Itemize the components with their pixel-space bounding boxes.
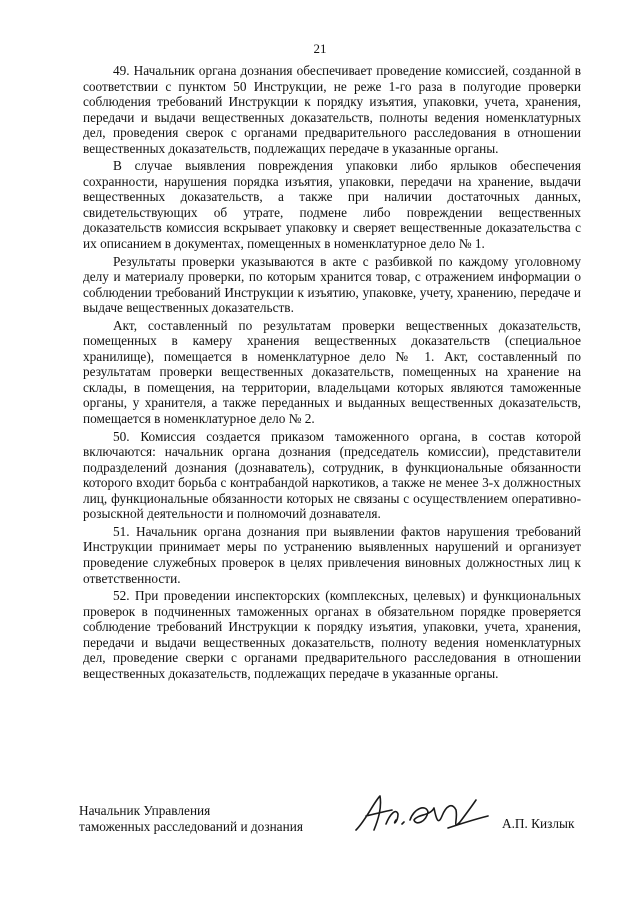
- paragraph-50: 50. Комиссия создается приказом таможенного органа, в состав которой включаются: начальник органа дознания (председатель комиссии), представители подразделений дознания (дознаватель), сотрудник, в функциональные обязанности которого входит борьба с контрабандой наркотиков, а также не менее 3-х должностных лиц, функциональные обязанности которых не связаны с осуществлением оперативно-розыскной деятельности и полномочий дознавателя.: [83, 428, 581, 522]
- paragraph-51: 51. Начальник органа дознания при выявлении фактов нарушения требований Инструкции принимает меры по устранению выявленных нарушений и организует проведение служебных проверок в целях привлечения виновных должностных лиц к ответственности.: [83, 523, 581, 586]
- paragraph-49-damage: В случае выявления повреждения упаковки либо ярлыков обеспечения сохранности, нарушения порядка изъятия, упаковки, передачи на хранение, выдачи вещественных доказательств, а также при наличии достаточных данных, свидетельствующих об утрате, подмене либо повреждении вещественных доказательств комиссия вскрывает упаковку и сверяет вещественные доказательства с их описанием в документах, помещенных в номенклатурное дело № 1.: [83, 158, 581, 252]
- document-body: [83, 63, 581, 683]
- paragraph-52: 52. При проведении инспекторских (комплексных, целевых) и функциональных проверок в подчиненных таможенных органах в обязательном порядке проверяется соблюдение требований Инструкции к порядку изъятия, упаковки, учета, хранения, передачи и выдачи вещественных доказательств, полноту ведения номенклатурных дел, проведение сверки с органами предварительного расследования в отношении вещественных доказательств, подлежащих передаче в указанные органы.: [83, 588, 581, 681]
- page-number: 21: [313, 41, 327, 56]
- paragraph-49-act: Акт, составленный по результатам проверки вещественных доказательств, помещенных в камеру хранения вещественных доказательств (специальное хранилище), помещается в номенклатурное дело № 1. Акт, составленный по результатам проверки вещественных доказательств, помещенных на хранение на склады, в помещения, на территории, владельцами которых являются таможенные органы, у хранителя, а также переданных и выданных вещественных доказательств, помещается в номенклатурное дело № 2.: [83, 317, 581, 427]
- paragraph-49: 49. Начальник органа дознания обеспечивает проведение комиссией, созданной в соответствии с пунктом 50 Инструкции, не реже 1-го раза в полугодие проверки соблюдения требований Инструкции к порядку изъятия, упаковки, учета, хранения, передачи и выдачи вещественных доказательств, полноты ведения номенклатурных дел, проведения сверок с органами предварительного расследования в отношении вещественных доказательств, подлежащих передаче в указанные органы.: [83, 63, 581, 156]
- handwritten-signature: [352, 790, 492, 838]
- signatory-title-line1: Начальник Управления: [79, 803, 211, 818]
- signatory-title-line2: таможенных расследований и дознания: [79, 818, 303, 834]
- signatory-name: А.П. Кизлык: [502, 816, 575, 831]
- paragraph-49-results: Результаты проверки указываются в акте с разбивкой по каждому уголовному делу и материалу проверки, по которым хранится товар, с отражением информации о соблюдении требований Инструкции к изъятию, упаковке, учету, хранению, передаче и выдаче вещественных доказательств.: [83, 253, 581, 316]
- signatory-title: [79, 803, 303, 834]
